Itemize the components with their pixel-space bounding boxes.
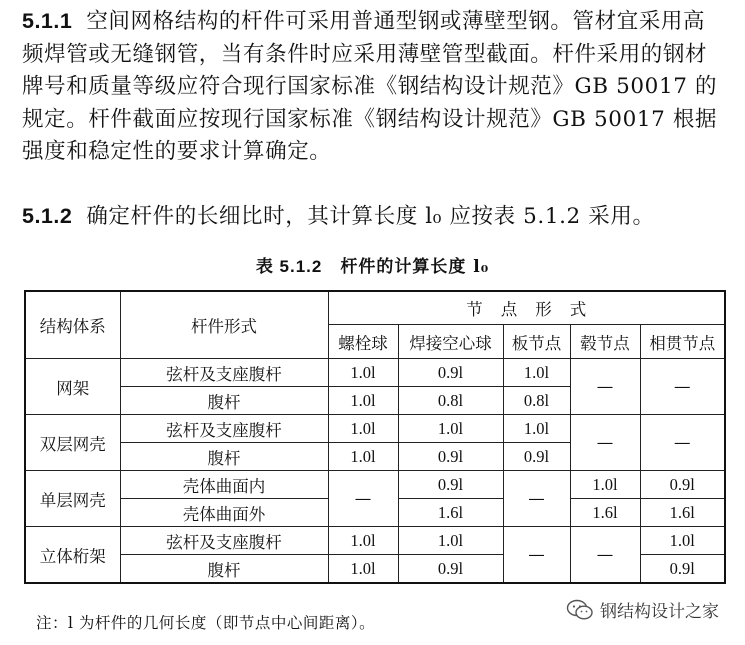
value-cell: 1.0l <box>328 387 398 415</box>
dash-cell: — <box>640 359 725 415</box>
header-node-form: 节点形式 <box>328 291 725 325</box>
value-cell: 1.6l <box>640 499 725 527</box>
header-plate-node: 板节点 <box>503 325 570 359</box>
table-row <box>25 359 725 387</box>
clause-5-1-1 <box>22 5 722 169</box>
header-welded-hollow-ball: 焊接空心球 <box>398 325 503 359</box>
table-caption-number: 表 5.1.2 <box>255 257 323 276</box>
value-cell: 1.0l <box>398 527 503 555</box>
value-cell: 1.0l <box>328 359 398 387</box>
value-cell: 0.9l <box>503 443 570 471</box>
clause-text: 空间网格结构的杆件可采用普通型钢或薄壁型钢。管材宜采用高频焊管或无缝钢管，当有条件时应采用薄壁管型截面。杆件采用的钢材牌号和质量等级应符合现行国家标准《钢结构设计规范》GB 50017 的规定。杆件截面应按现行国家标准《钢结构设计规范》GB 50017 根据强度和稳定性的要求计算确定。 <box>22 9 718 164</box>
clause-number: 5.1.2 <box>22 204 73 228</box>
clause-5-1-2 <box>22 200 722 234</box>
value-cell: 0.9l <box>640 471 725 499</box>
value-cell: 1.0l <box>640 527 725 555</box>
value-cell: 1.0l <box>570 471 640 499</box>
table-note: 注：l 为杆件的几何长度（即节点中心间距离）。 <box>36 614 376 632</box>
member-cell: 弦杆及支座腹杆 <box>120 359 328 387</box>
value-cell: 1.0l <box>328 443 398 471</box>
system-cell: 单层网壳 <box>25 471 120 527</box>
header-intersecting-node: 相贯节点 <box>640 325 725 359</box>
value-cell: 1.0l <box>398 415 503 443</box>
table-caption-text: 杆件的计算长度 l₀ <box>340 257 490 277</box>
system-cell: 立体桁架 <box>25 527 120 584</box>
member-cell: 腹杆 <box>120 387 328 415</box>
dash-cell: — <box>328 471 398 527</box>
dash-cell: — <box>570 415 640 471</box>
value-cell: 1.6l <box>398 499 503 527</box>
calculation-length-table <box>24 290 726 584</box>
dash-cell: — <box>570 359 640 415</box>
value-cell: 0.9l <box>398 471 503 499</box>
dash-cell: — <box>640 415 725 471</box>
table-caption <box>0 252 745 277</box>
system-cell: 双层网壳 <box>25 415 120 471</box>
header-structure-system: 结构体系 <box>25 291 120 359</box>
clause-number: 5.1.1 <box>22 9 73 33</box>
clause-text: 确定杆件的长细比时，其计算长度 l₀ 应按表 5.1.2 采用。 <box>86 204 655 229</box>
table-row <box>25 471 725 499</box>
value-cell: 0.9l <box>640 555 725 584</box>
member-cell: 壳体曲面内 <box>120 471 328 499</box>
header-bolt-ball: 螺栓球 <box>328 325 398 359</box>
dash-cell: — <box>503 527 570 584</box>
member-cell: 弦杆及支座腹杆 <box>120 415 328 443</box>
member-cell: 腹杆 <box>120 443 328 471</box>
value-cell: 0.8l <box>503 387 570 415</box>
member-cell: 弦杆及支座腹杆 <box>120 527 328 555</box>
value-cell: 0.9l <box>398 555 503 584</box>
value-cell: 1.6l <box>570 499 640 527</box>
system-cell: 网架 <box>25 359 120 415</box>
member-cell: 腹杆 <box>120 555 328 584</box>
member-cell: 壳体曲面外 <box>120 499 328 527</box>
watermark-text: 钢结构设计之家 <box>600 602 719 622</box>
dash-cell: — <box>570 527 640 584</box>
value-cell: 1.0l <box>503 359 570 387</box>
value-cell: 1.0l <box>328 415 398 443</box>
value-cell: 1.0l <box>503 415 570 443</box>
table-row <box>25 527 725 555</box>
value-cell: 0.9l <box>398 443 503 471</box>
wechat-icon <box>566 599 594 621</box>
value-cell: 1.0l <box>328 527 398 555</box>
header-member-form: 杆件形式 <box>120 291 328 359</box>
value-cell: 0.9l <box>398 359 503 387</box>
dash-cell: — <box>503 471 570 527</box>
table-row <box>25 415 725 443</box>
watermark <box>566 597 719 622</box>
value-cell: 1.0l <box>328 555 398 584</box>
value-cell: 0.8l <box>398 387 503 415</box>
header-hub-node: 毂节点 <box>570 325 640 359</box>
